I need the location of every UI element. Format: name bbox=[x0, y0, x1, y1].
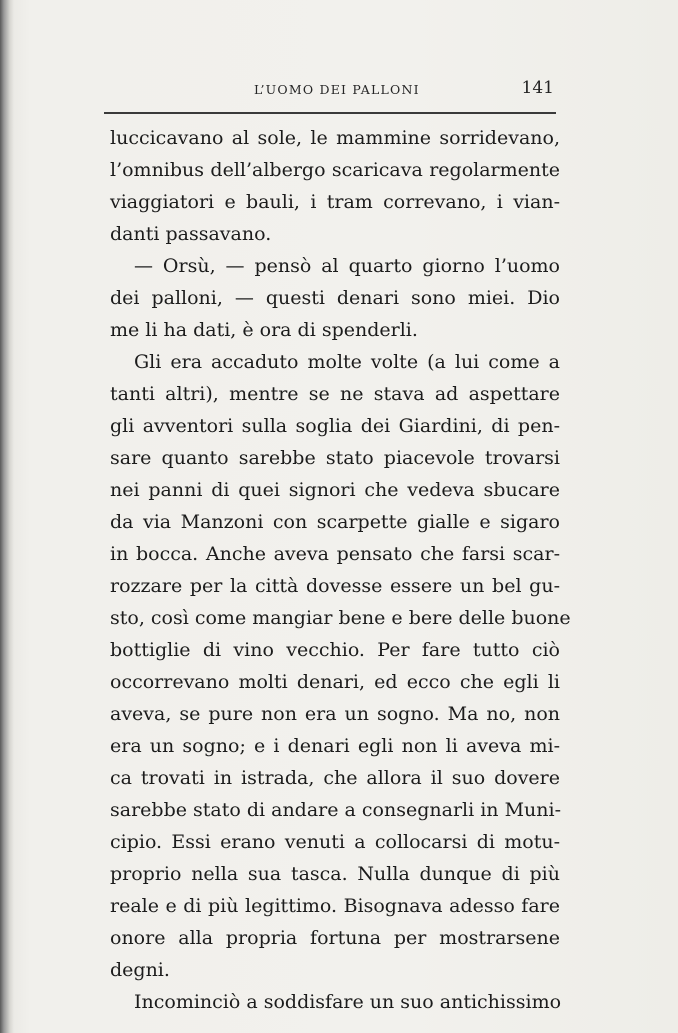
text-line: aveva, se pure non era un sogno. Ma no, non bbox=[110, 703, 560, 725]
header-rule bbox=[104, 112, 556, 114]
text-line: danti passavano. bbox=[110, 223, 272, 245]
text-line: in bocca. Anche aveva pensato che farsi scar- bbox=[110, 543, 560, 565]
spine-shadow bbox=[0, 0, 14, 1033]
text-line: sarebbe stato di andare a consegnarli in Muni- bbox=[110, 799, 561, 821]
text-line: viaggiatori e bauli, i tram correvano, i vian- bbox=[110, 191, 560, 213]
text-line: ca trovati in istrada, che allora il suo dovere bbox=[110, 767, 560, 789]
text-line: Gli era accaduto molte volte (a lui come a bbox=[134, 351, 560, 373]
text-line: degni. bbox=[110, 959, 170, 981]
text-line: luccicavano al sole, le mammine sorridevano, bbox=[110, 127, 560, 149]
text-line: da via Manzoni con scarpette gialle e sigaro bbox=[110, 511, 560, 533]
text-line: occorrevano molti denari, ed ecco che egli li bbox=[110, 671, 560, 693]
text-line: rozzare per la città dovesse essere un bel gu- bbox=[110, 575, 560, 597]
text-line: tanti altri), mentre se ne stava ad aspettare bbox=[110, 383, 560, 405]
text-line: sto, così come mangiar bene e bere delle buone bbox=[110, 607, 571, 629]
text-line: nei panni di quei signori che vedeva sbucare bbox=[110, 479, 560, 501]
text-line: dei palloni, — questi denari sono miei. Dio bbox=[110, 287, 560, 309]
page-header bbox=[108, 76, 556, 102]
text-line: me li ha dati, è ora di spenderli. bbox=[110, 319, 418, 341]
text-line: era un sogno; e i denari egli non li aveva mi- bbox=[110, 735, 560, 757]
text-line: l’omnibus dell’albergo scaricava regolarmente bbox=[110, 159, 560, 181]
text-line: gli avventori sulla soglia dei Giardini, di pen- bbox=[110, 415, 560, 437]
text-line: cipio. Essi erano venuti a collocarsi di motu- bbox=[110, 831, 560, 853]
body-text bbox=[110, 122, 571, 1018]
running-head: L’UOMO DEI PALLONI bbox=[254, 82, 420, 97]
page-number: 141 bbox=[521, 78, 554, 98]
text-line: reale e di più legittimo. Bisognava adesso fare bbox=[110, 895, 560, 917]
text-line: sare quanto sarebbe stato piacevole trovarsi bbox=[110, 447, 560, 469]
text-line: proprio nella sua tasca. Nulla dunque di più bbox=[110, 863, 560, 885]
text-line: bottiglie di vino vecchio. Per fare tutto ciò bbox=[110, 639, 560, 661]
text-line: onore alla propria fortuna per mostrarsene bbox=[110, 927, 560, 949]
text-line: — Orsù, — pensò al quarto giorno l’uomo bbox=[134, 255, 560, 277]
text-line: Incominciò a soddisfare un suo antichissimo bbox=[134, 991, 562, 1013]
